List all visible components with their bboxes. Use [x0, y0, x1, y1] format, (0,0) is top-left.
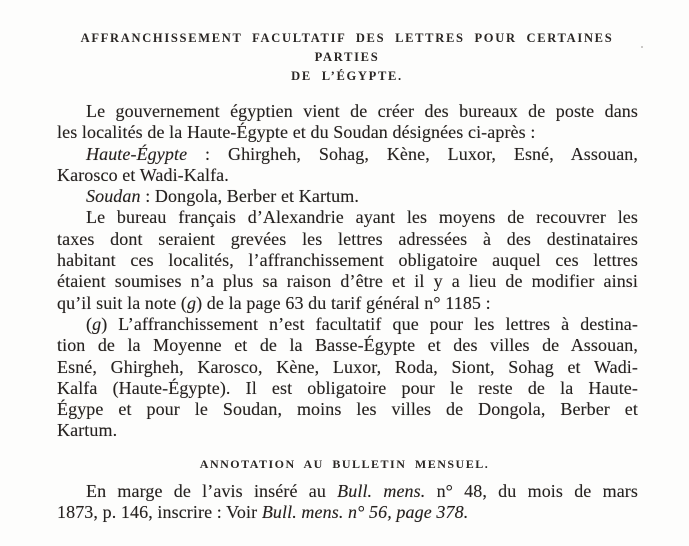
text-run: étaient soumises n’a plus sa raison d’être et il y a lieu de modifier ainsi [57, 271, 638, 292]
italic-text-run: g [92, 313, 102, 334]
text-run: habitant ces localités, l’affranchissement obligatoire auquel ces lettres [57, 250, 638, 271]
paragraph [57, 314, 638, 442]
scan-speckle [641, 46, 643, 48]
text-run: tion de la Moyenne et de la Basse-Égypte et des villes de Assouan, [57, 335, 638, 356]
text-line [57, 481, 638, 502]
annotation-heading: ANNOTATION AU BULLETIN MENSUEL. [199, 456, 490, 471]
text-run: Kartum. [57, 420, 118, 441]
text-run: ) de la page 63 du tarif général n° 1185 : [196, 292, 491, 313]
text-run: n° 48, du mois de mars [425, 480, 638, 501]
title-line-1: AFFRANCHISSEMENT FACULTATIF DES LETTRES POUR CERTAINES PARTIES [80, 31, 614, 64]
italic-text-run: Haute-Égypte [86, 143, 188, 164]
text-line [57, 378, 638, 399]
text-line [57, 293, 638, 314]
text-run: En marge de l’avis inséré au [86, 480, 338, 501]
text-run: les localités de la Haute-Égypte et du Soudan désignées ci-après : [57, 122, 536, 143]
text-run: qu’il suit la note ( [57, 292, 187, 313]
text-run: Le gouvernement égyptien vient de créer des bureaux de poste dans [86, 101, 638, 121]
text-run: : Dongola, Berber et Kartum. [140, 186, 359, 207]
text-run: : Ghirgheh, Sohag, Kène, Luxor, Esné, Assouan, [187, 143, 638, 164]
text-line [57, 165, 638, 186]
text-run: ) L’affranchissement n’est facultatif que pour les lettres à destina- [101, 313, 638, 334]
document-title [55, 29, 639, 86]
text-run: Kalfa (Haute-Égypte). Il est obligatoire pour le reste de la Haute- [57, 377, 638, 398]
text-run: taxes dont seraient grevées les lettres adressées à des destinataires [57, 228, 638, 249]
text-line [57, 357, 638, 378]
paragraph [57, 186, 638, 207]
text-line [57, 144, 638, 165]
text-line [57, 101, 638, 122]
italic-text-run: Bull. mens. n° 56, page 378. [261, 502, 469, 523]
main-text-block [57, 101, 638, 442]
text-run: Karosco et Wadi-Kalfa. [57, 164, 229, 185]
title-line-2: DE L’ÉGYPTE. [291, 69, 403, 83]
paragraph [57, 207, 638, 313]
text-line [57, 314, 638, 335]
text-line [57, 502, 638, 523]
paragraph [57, 101, 638, 144]
paragraph [57, 481, 638, 524]
text-line [57, 229, 638, 250]
text-line [57, 207, 638, 228]
text-line [57, 250, 638, 271]
text-line [57, 186, 638, 207]
text-line [57, 420, 638, 441]
text-line [57, 335, 638, 356]
text-line [57, 271, 638, 292]
italic-text-run: Soudan [86, 186, 141, 207]
paragraph [57, 144, 638, 187]
annotation-text-block [57, 481, 638, 524]
text-run: Esné, Ghirgheh, Karosco, Kène, Luxor, Roda, Siont, Sohag et Wadi- [57, 356, 638, 377]
text-run: Égype et pour le Soudan, moins les villes de Dongola, Berber et [57, 399, 638, 420]
italic-text-run: g [186, 292, 197, 313]
italic-text-run: Bull. mens. [337, 480, 426, 501]
text-run: 1873, p. 146, inscrire : Voir [57, 502, 262, 523]
text-run: Le bureau français d’Alexandrie ayant les moyens de recouvrer les [86, 207, 638, 228]
text-line [57, 399, 638, 420]
text-line [57, 122, 638, 143]
text-run: ( [86, 313, 93, 334]
scan-speckle [90, 212, 92, 214]
